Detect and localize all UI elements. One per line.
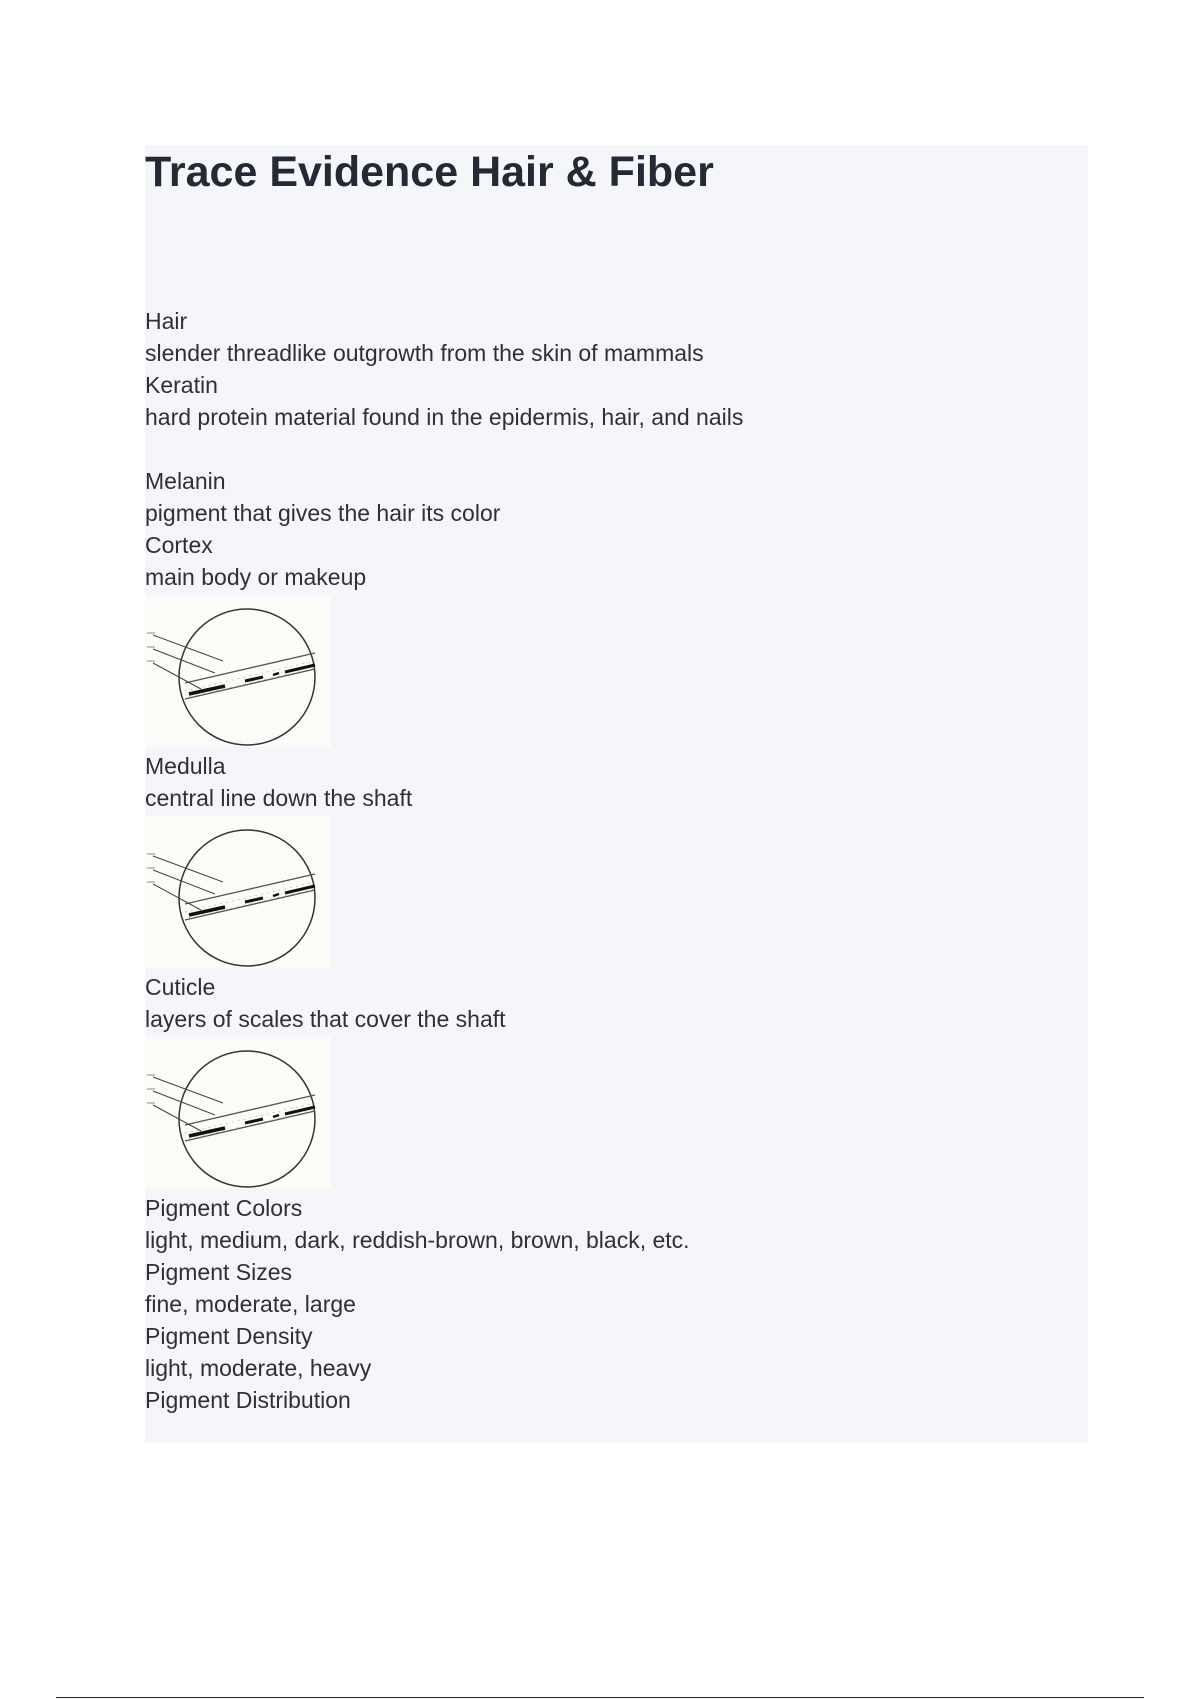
flashcard-list [145, 305, 1045, 1416]
definition-keratin: hard protein material found in the epidermis, hair, and nails [145, 404, 744, 430]
hair-shaft-diagram [145, 595, 331, 747]
definition-pigment-density: light, moderate, heavy [145, 1355, 372, 1381]
term-melanin: Melanin [145, 468, 226, 494]
definition-cuticle: layers of scales that cover the shaft [145, 1006, 506, 1032]
hair-shaft-diagram [145, 816, 331, 968]
term-pigment-distribution: Pigment Distribution [145, 1387, 351, 1413]
term-keratin: Keratin [145, 372, 218, 398]
definition-medulla: central line down the shaft [145, 785, 413, 811]
term-cortex: Cortex [145, 532, 213, 558]
definition-melanin: pigment that gives the hair its color [145, 500, 501, 526]
definition-pigment-colors: light, medium, dark, reddish-brown, brown, black, etc. [145, 1227, 690, 1253]
definition-pigment-sizes: fine, moderate, large [145, 1291, 356, 1317]
footer-divider [56, 1697, 1144, 1698]
term-cuticle: Cuticle [145, 974, 216, 1000]
term-medulla: Medulla [145, 753, 226, 779]
term-hair: Hair [145, 308, 188, 334]
term-pigment-colors: Pigment Colors [145, 1195, 303, 1221]
document-title: Trace Evidence Hair & Fiber [145, 148, 714, 196]
term-pigment-density: Pigment Density [145, 1323, 313, 1349]
spacer [145, 433, 1045, 465]
term-pigment-sizes: Pigment Sizes [145, 1259, 293, 1285]
definition-hair: slender threadlike outgrowth from the skin of mammals [145, 340, 704, 366]
hair-shaft-diagram [145, 1037, 331, 1189]
definition-cortex: main body or makeup [145, 564, 367, 590]
